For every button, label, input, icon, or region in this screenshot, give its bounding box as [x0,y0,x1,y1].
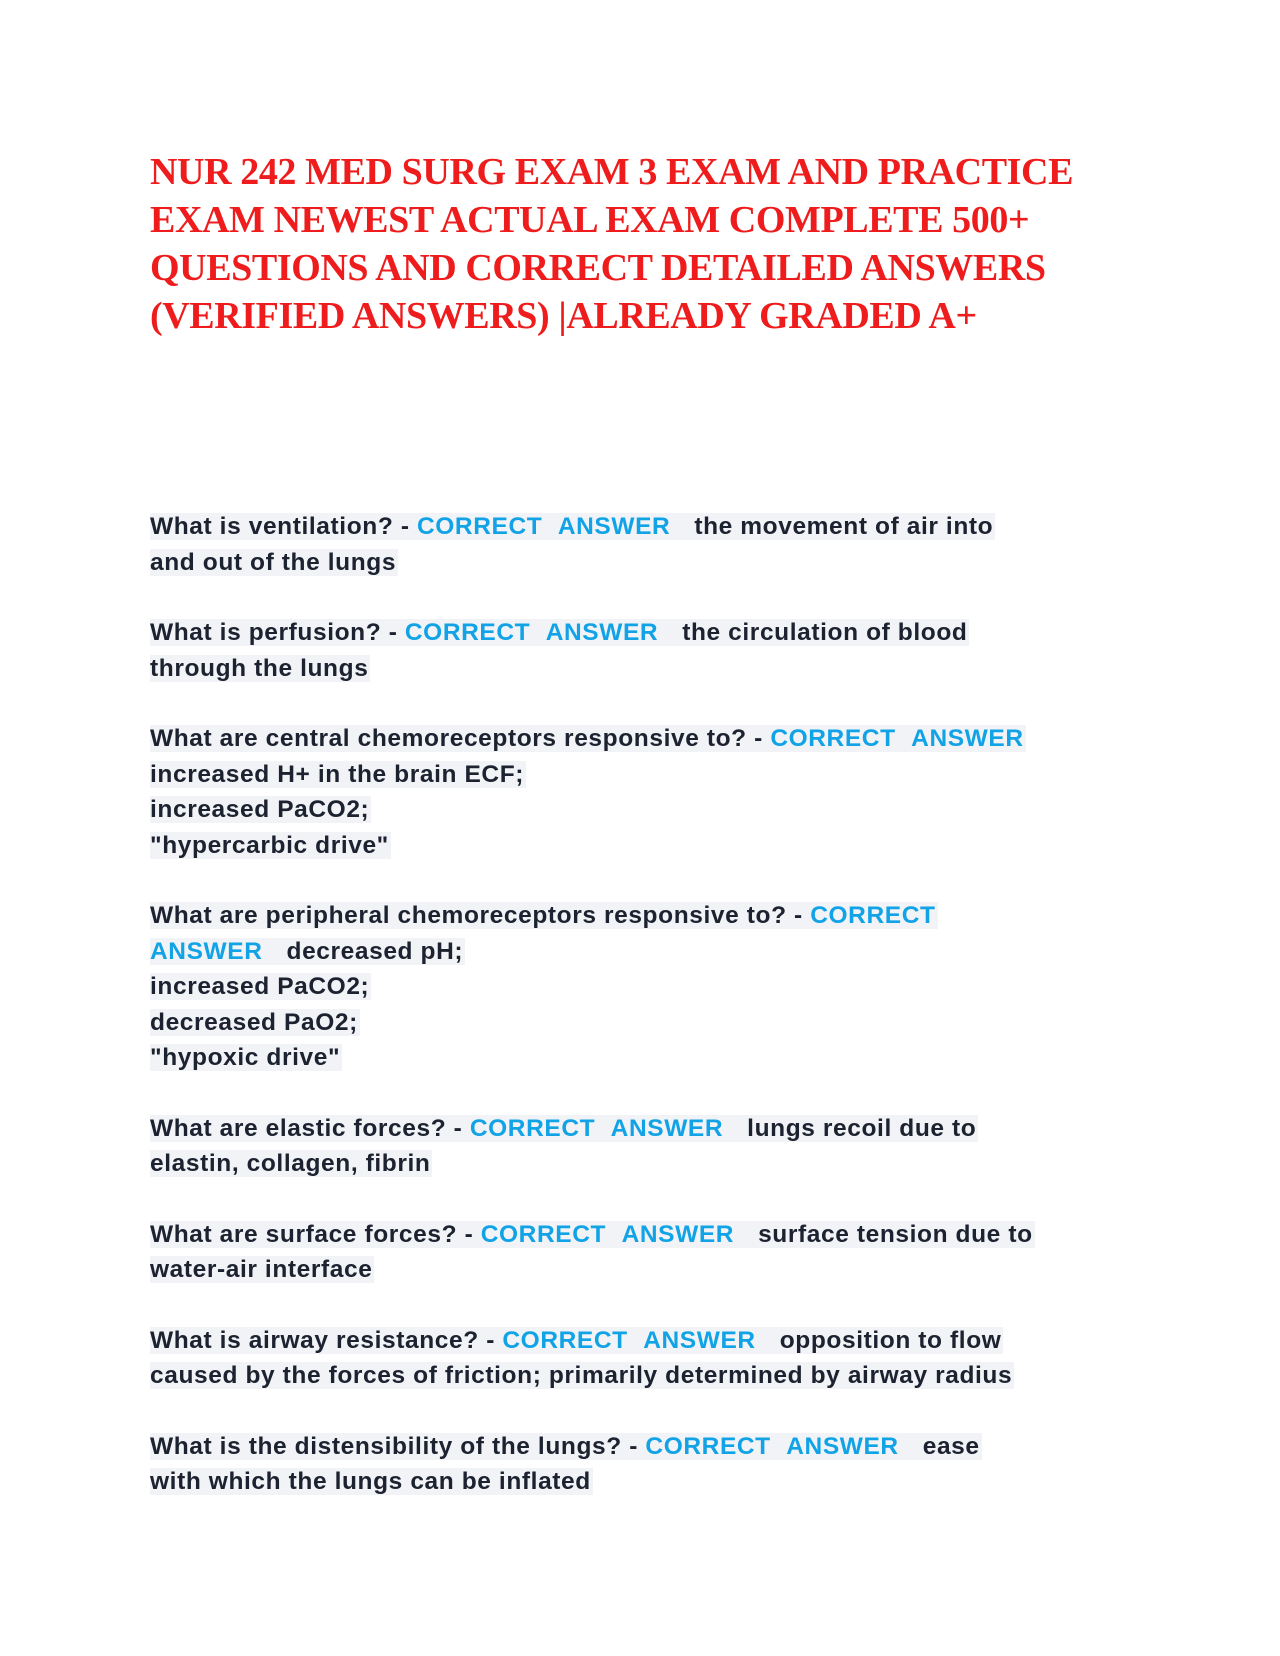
qa-item [150,615,1150,686]
qa-line-text [150,1115,978,1142]
qa-item [150,898,1150,1076]
qa-line [150,1252,1150,1288]
qa-item [150,1217,1150,1288]
title-line: EXAM NEWEST ACTUAL EXAM COMPLETE 500+ [150,199,1030,241]
qa-item [150,1323,1150,1394]
qa-line [150,1429,1150,1465]
qa-list [150,509,1150,1535]
answer-label: CORRECT ANSWER [404,619,659,646]
qa-line-text [150,619,969,646]
qa-line [150,792,1150,828]
qa-line-text [150,1221,1035,1248]
answer-text: opposition to flow [779,1326,1002,1354]
separator: - [381,619,405,646]
answer-text: decreased pH; [286,937,464,965]
qa-line [150,757,1150,793]
qa-item [150,1111,1150,1182]
qa-line [150,509,1150,545]
qa-line [150,1040,1150,1076]
answer-label: CORRECT ANSWER [416,513,671,540]
qa-line-text [150,902,938,929]
question-text: What are elastic forces? [150,1114,447,1142]
qa-line [150,1005,1150,1041]
qa-line [150,934,1150,970]
qa-line [150,828,1150,864]
qa-line-text [150,1327,1003,1354]
qa-line [150,545,1150,581]
qa-line [150,1217,1150,1253]
qa-line-text [150,725,1026,752]
answer-text: "hypoxic drive" [150,1044,341,1071]
answer-text: with which the lungs can be inflated [150,1468,591,1495]
question-text: What is the distensibility of the lungs? [150,1432,622,1460]
answer-text: "hypercarbic drive" [150,831,389,859]
answer-label: CORRECT ANSWER [502,1326,756,1354]
answer-text: and out of the lungs [150,548,397,576]
title-line: NUR 242 MED SURG EXAM 3 EXAM AND PRACTICE [150,151,1074,193]
question-text: What is ventilation? [150,513,394,540]
answer-text: water-air interface [150,1256,373,1283]
qa-line [150,1464,1150,1500]
answer-label: CORRECT ANSWER [480,1220,735,1248]
qa-item [150,509,1150,580]
qa-line-text [150,513,995,540]
separator: - [786,902,811,929]
answer-text: lungs recoil due to [747,1114,977,1142]
answer-label: CORRECT ANSWER [469,1114,724,1142]
qa-line [150,1358,1150,1394]
separator: - [457,1220,481,1248]
answer-text: decreased PaO2; [150,1008,358,1036]
qa-item [150,1429,1150,1500]
answer-text: increased PaCO2; [150,973,370,1000]
qa-line [150,969,1150,1005]
answer-text: through the lungs [150,654,369,682]
question-text: What are central chemoreceptors responsive to? [150,725,747,752]
separator: - [746,725,771,752]
answer-label: CORRECT ANSWER [770,725,1024,752]
answer-text: ease [922,1432,980,1460]
answer-label-part: ANSWER [150,937,263,965]
qa-line-text [150,1433,982,1460]
qa-line [150,1111,1150,1147]
answer-text: increased PaCO2; [150,796,370,823]
document-title [150,148,1150,340]
separator: - [446,1114,470,1142]
answer-text: the circulation of blood [682,619,968,646]
answer-text: the movement of air into [694,513,994,540]
qa-line [150,721,1150,757]
qa-line [150,1146,1150,1182]
answer-text: increased H+ in the brain ECF; [150,760,525,788]
answer-text: surface tension due to [758,1220,1033,1248]
qa-line [150,651,1150,687]
qa-line [150,1323,1150,1359]
question-text: What are surface forces? [150,1220,458,1248]
title-line: QUESTIONS AND CORRECT DETAILED ANSWERS [150,247,1046,289]
separator: - [393,513,417,540]
answer-label-part: CORRECT [810,902,936,929]
question-text: What is perfusion? [150,619,382,646]
answer-text: elastin, collagen, fibrin [150,1150,431,1177]
title-line: (VERIFIED ANSWERS) |ALREADY GRADED A+ [150,295,977,337]
qa-item [150,721,1150,863]
qa-line [150,898,1150,934]
question-text: What is airway resistance? [150,1326,479,1354]
separator: - [621,1432,646,1460]
qa-line-text [150,938,465,965]
answer-label: CORRECT ANSWER [645,1432,899,1460]
separator: - [478,1326,503,1354]
qa-line [150,615,1150,651]
answer-text: caused by the forces of friction; primarily determined by airway radius [150,1362,1013,1389]
question-text: What are peripheral chemoreceptors responsive to? [150,902,787,929]
